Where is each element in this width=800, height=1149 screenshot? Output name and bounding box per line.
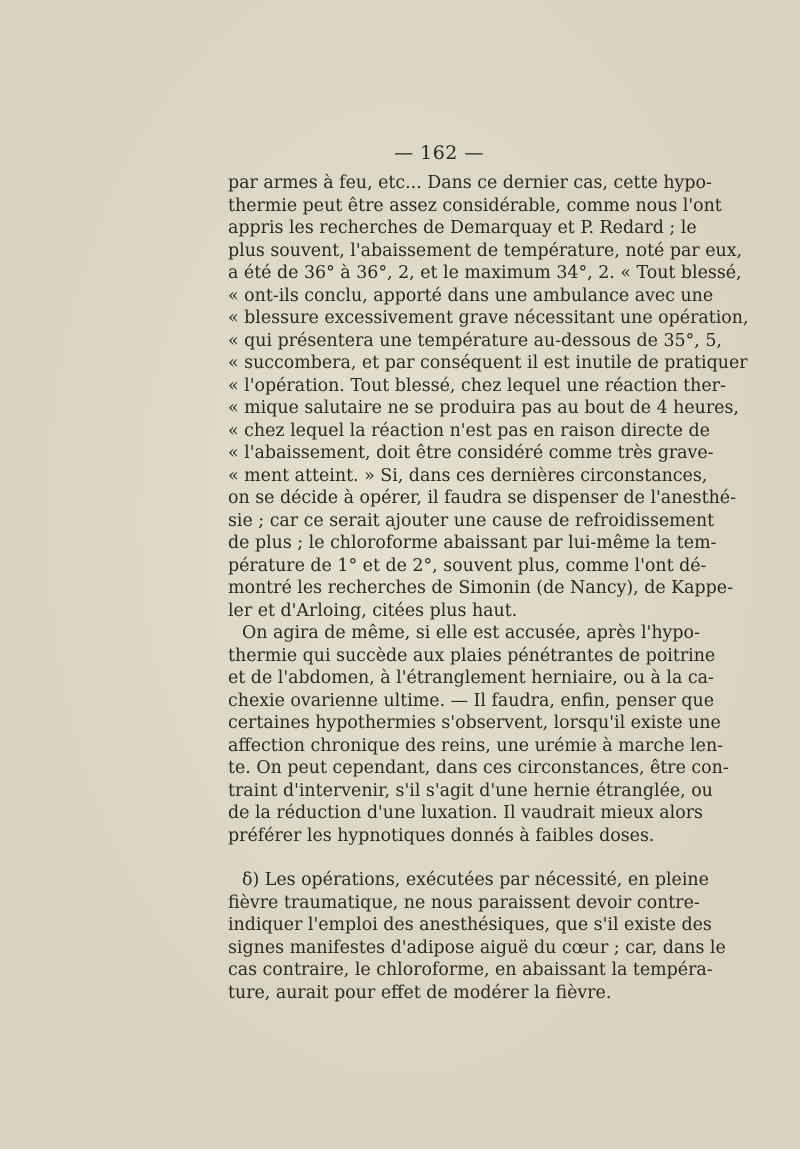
text-line: « l'abaissement, doit être considéré comme très grave- <box>228 443 714 463</box>
text-line: δ) Les opérations, exécutées par nécessité, en pleine <box>242 870 709 890</box>
text-line: cas contraire, le chloroforme, en abaissant la tempéra- <box>228 960 713 980</box>
paragraph-3 <box>228 869 726 1004</box>
text-line: traint d'intervenir, s'il s'agit d'une hernie étranglée, ou <box>228 780 713 801</box>
text-line: signes manifestes d'adipose aiguë du cœur ; car, dans le <box>228 937 726 958</box>
text-line: on se décide à opérer, il faudra se dispenser de l'anesthé- <box>228 488 736 508</box>
text-line: « qui présentera une température au-dessous de 35°, 5, <box>228 330 722 351</box>
text-line: de la réduction d'une luxation. Il vaudrait mieux alors <box>228 803 703 823</box>
text-line: appris les recherches de Demarquay et P. Redard ; le <box>228 218 697 238</box>
body-text <box>228 172 749 1004</box>
text-line: de plus ; le chloroforme abaissant par lui-même la tem- <box>228 533 717 553</box>
text-line: « l'opération. Tout blessé, chez lequel une réaction ther- <box>228 375 726 396</box>
text-line: montré les recherches de Simonin (de Nancy), de Kappe- <box>228 578 733 598</box>
text-line: fièvre traumatique, ne nous paraissent devoir contre- <box>228 892 700 913</box>
text-line: thermie qui succède aux plaies pénétrantes de poitrine <box>228 645 716 666</box>
text-line: « succombera, et par conséquent il est inutile de pratiquer <box>228 353 748 373</box>
paragraph-gap <box>228 847 656 869</box>
text-line: et de l'abdomen, à l'étranglement herniaire, ou à la ca- <box>228 668 714 688</box>
page-number: — 162 — <box>394 142 484 164</box>
text-line: préférer les hypnotiques donnés à faibles doses. <box>228 825 655 846</box>
text-line: On agira de même, si elle est accusée, après l'hypo- <box>242 623 700 643</box>
text-line: ture, aurait pour effet de modérer la fièvre. <box>228 982 612 1003</box>
paragraph-1 <box>228 172 749 622</box>
text-line: pérature de 1° et de 2°, souvent plus, comme l'ont dé- <box>228 555 707 576</box>
text-line: indiquer l'emploi des anesthésiques, que s'il existe des <box>228 915 712 935</box>
text-line: sie ; car ce serait ajouter une cause de refroidissement <box>228 510 715 531</box>
text-line: par armes à feu, etc... Dans ce dernier cas, cette hypo- <box>228 173 712 193</box>
text-line: « ont-ils conclu, apporté dans une ambulance avec une <box>228 285 714 306</box>
text-line: ler et d'Arloing, citées plus haut. <box>228 600 518 621</box>
text-line: plus souvent, l'abaissement de température, noté par eux, <box>228 240 743 261</box>
text-line: te. On peut cependant, dans ces circonstances, être con- <box>228 758 729 778</box>
text-line: « ment atteint. » Si, dans ces dernières circonstances, <box>228 465 708 486</box>
text-line: a été de 36° à 36°, 2, et le maximum 34°, 2. « Tout blessé, <box>228 263 742 283</box>
text-line: « mique salutaire ne se produira pas au bout de 4 heures, <box>228 398 739 418</box>
paragraph-2 <box>228 622 729 847</box>
text-line: chexie ovarienne ultime. — Il faudra, enfin, penser que <box>228 690 715 711</box>
text-line: « blessure excessivement grave nécessitant une opération, <box>228 308 749 328</box>
text-line: affection chronique des reins, une urémie à marche len- <box>228 735 724 756</box>
text-line: « chez lequel la réaction n'est pas en raison directe de <box>228 420 710 441</box>
text-line: certaines hypothermies s'observent, lorsqu'il existe une <box>228 713 721 733</box>
text-line: thermie peut être assez considérable, comme nous l'ont <box>228 195 722 216</box>
